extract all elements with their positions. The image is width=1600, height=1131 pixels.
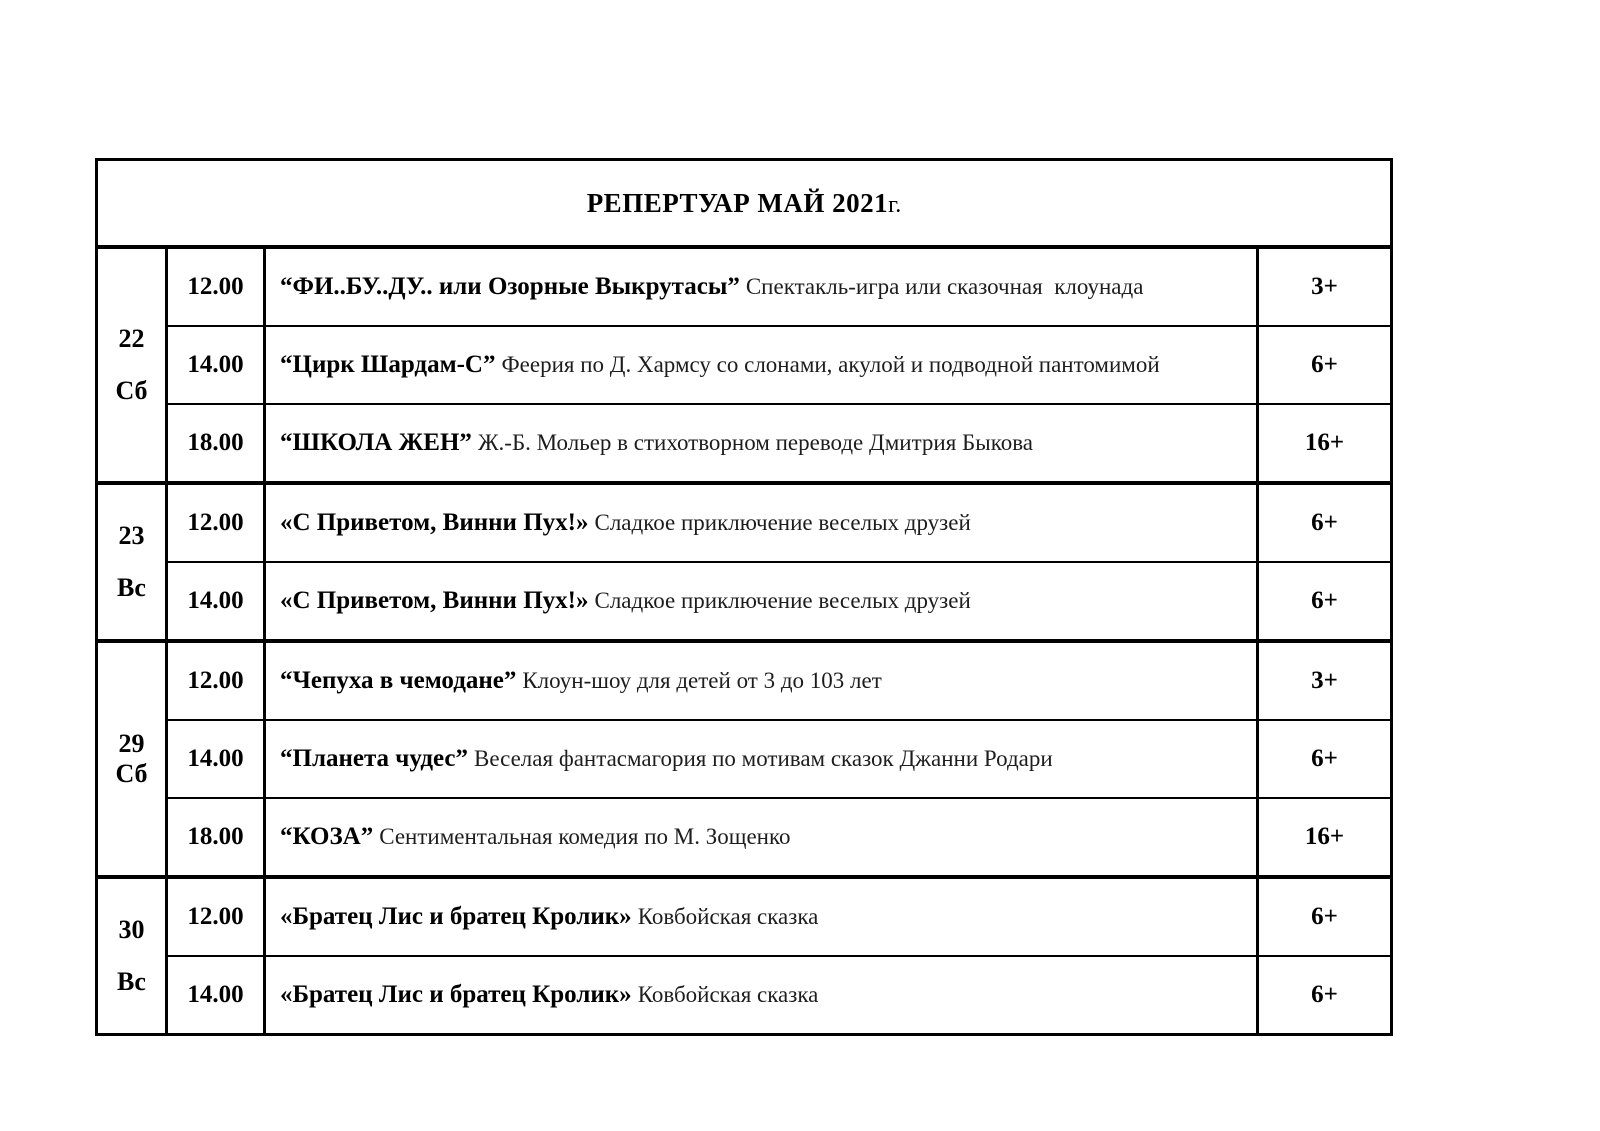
time-cell: 14.00	[167, 326, 265, 404]
time-cell: 12.00	[167, 877, 265, 956]
age-rating: 16+	[1258, 798, 1392, 877]
table-row	[97, 483, 1392, 562]
show-title: «С Приветом, Винни Пух!»	[280, 587, 589, 614]
show-description: Сладкое приключение веселых друзей	[594, 588, 971, 613]
show-description: Спектакль-игра или сказочная клоунада	[745, 274, 1144, 299]
page-title-suffix: г.	[888, 191, 902, 218]
date-cell-22	[97, 247, 167, 483]
show-description: Сентиментальная комедия по М. Зощенко	[379, 824, 791, 849]
time-cell: 14.00	[167, 720, 265, 798]
show-description: Клоун-шоу для детей от 3 до 103 лет	[522, 668, 882, 693]
age-rating: 6+	[1258, 956, 1392, 1035]
show-cell	[265, 483, 1258, 562]
show-cell	[265, 247, 1258, 326]
show-description: Ж.-Б. Мольер в стихотворном переводе Дмитрия Быкова	[477, 430, 1033, 455]
date-number: 22	[118, 324, 145, 353]
time-cell: 14.00	[167, 956, 265, 1035]
time-cell: 14.00	[167, 562, 265, 641]
table-row	[97, 720, 1392, 798]
show-title: «С Приветом, Винни Пух!»	[280, 509, 589, 536]
age-rating: 6+	[1258, 562, 1392, 641]
header-row	[97, 160, 1392, 248]
date-weekday: Вс	[117, 967, 146, 996]
age-rating: 6+	[1258, 326, 1392, 404]
date-cell-29	[97, 641, 167, 877]
show-title: «Братец Лис и братец Кролик»	[280, 903, 632, 930]
show-cell	[265, 326, 1258, 404]
show-cell	[265, 562, 1258, 641]
show-title: “Цирк Шардам-С”	[280, 351, 496, 378]
date-weekday: Сб	[115, 376, 148, 405]
date-weekday: Вс	[117, 573, 146, 602]
show-cell	[265, 404, 1258, 483]
show-title: “КОЗА”	[280, 823, 374, 850]
table-row	[97, 404, 1392, 483]
date-number: 29	[118, 729, 145, 758]
show-title: “Чепуха в чемодане”	[280, 667, 517, 694]
table-row	[97, 326, 1392, 404]
table-row	[97, 641, 1392, 720]
table-title-cell	[97, 160, 1392, 248]
show-cell	[265, 720, 1258, 798]
time-cell: 12.00	[167, 641, 265, 720]
date-number: 30	[118, 915, 145, 944]
date-cell-23	[97, 483, 167, 641]
age-rating: 6+	[1258, 720, 1392, 798]
time-cell: 12.00	[167, 483, 265, 562]
date-weekday: Сб	[115, 759, 148, 788]
age-rating: 16+	[1258, 404, 1392, 483]
table-row	[97, 877, 1392, 956]
show-title: “ШКОЛА ЖЕН”	[280, 429, 472, 456]
table-row	[97, 798, 1392, 877]
age-rating: 3+	[1258, 641, 1392, 720]
show-description: Ковбойская сказка	[637, 904, 819, 929]
table-row	[97, 562, 1392, 641]
age-rating: 3+	[1258, 247, 1392, 326]
show-title: “ФИ..БУ..ДУ.. или Озорные Выкрутасы”	[280, 273, 740, 300]
age-rating: 6+	[1258, 877, 1392, 956]
time-cell: 12.00	[167, 247, 265, 326]
show-description: Сладкое приключение веселых друзей	[594, 510, 971, 535]
page-title: РЕПЕРТУАР МАЙ 2021	[586, 187, 889, 218]
show-cell	[265, 956, 1258, 1035]
table-row	[97, 247, 1392, 326]
show-title: “Планета чудес”	[280, 745, 468, 772]
time-cell: 18.00	[167, 404, 265, 483]
show-description: Веселая фантасмагория по мотивам сказок Джанни Родари	[473, 746, 1053, 771]
show-title: «Братец Лис и братец Кролик»	[280, 981, 632, 1008]
age-rating: 6+	[1258, 483, 1392, 562]
show-cell	[265, 641, 1258, 720]
repertoire-table	[95, 158, 1393, 1036]
show-cell	[265, 798, 1258, 877]
time-cell: 18.00	[167, 798, 265, 877]
date-cell-30	[97, 877, 167, 1035]
show-cell	[265, 877, 1258, 956]
show-description: Феерия по Д. Хармсу со слонами, акулой и подводной пантомимой	[501, 352, 1160, 377]
date-number: 23	[118, 521, 145, 550]
show-description: Ковбойская сказка	[637, 982, 819, 1007]
table-row	[97, 956, 1392, 1035]
